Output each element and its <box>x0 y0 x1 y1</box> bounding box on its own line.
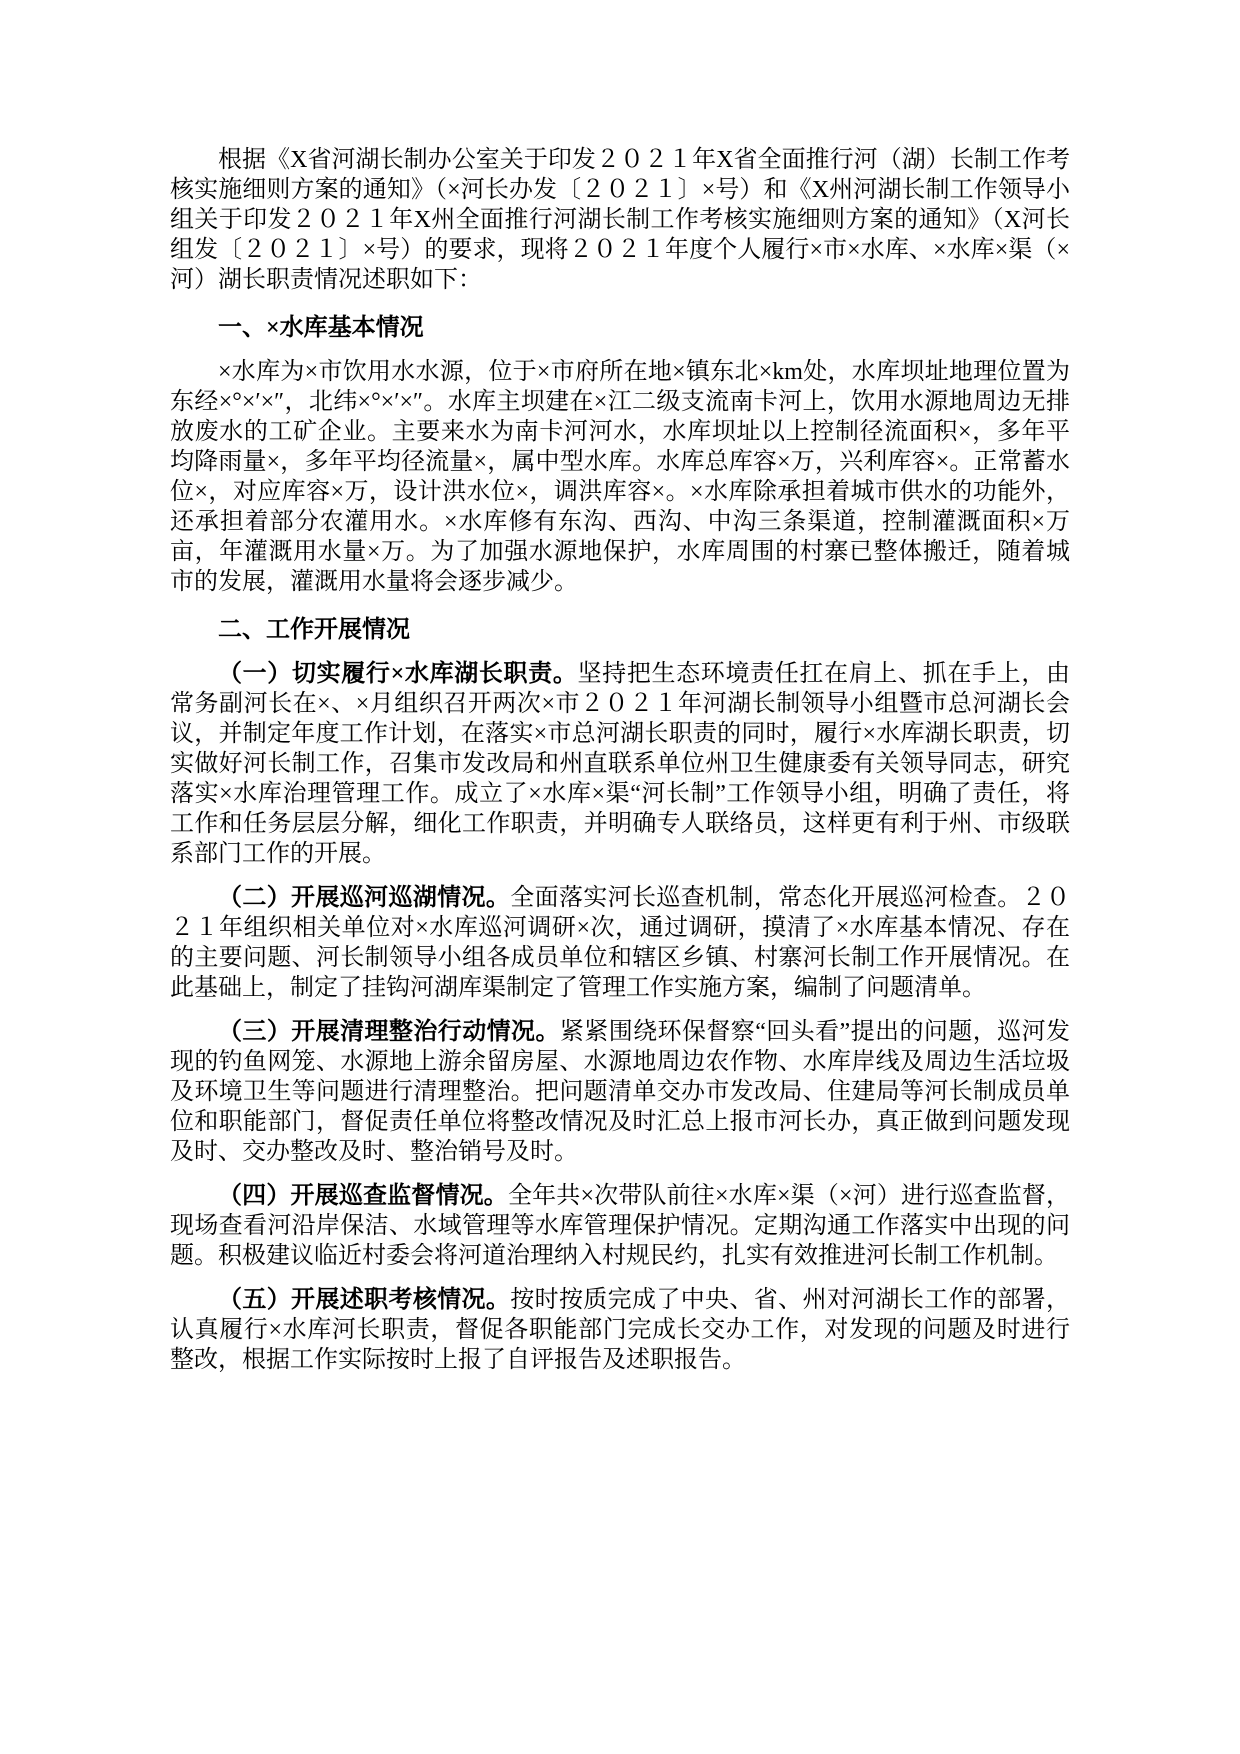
section-2-item-2 <box>170 883 1070 1003</box>
section-1-body: ×水库为×市饮用水水源，位于×市府所在地×镇东北×km处，水库坝址地理位置为东经×°×′×″，北纬×°×′×″。水库主坝建在×江二级支流南卡河上，饮用水源地周边无排放废水的工矿企业。主要来水为南卡河河水，水库坝址以上控制径流面积×，多年平均降雨量×，多年平均径流量×，属中型水库。水库总库容×万，兴利库容×。正常蓄水位×，对应库容×万，设计洪水位×，调洪库容×。×水库除承担着城市供水的功能外，还承担着部分农灌用水。×水库修有东沟、西沟、中沟三条渠道，控制灌溉面积×万亩，年灌溉用水量×万。为了加强水源地保护，水库周围的村寨已整体搬迁，随着城市的发展，灌溉用水量将会逐步减少。 <box>170 359 1070 595</box>
section-2-item-3 <box>170 1017 1070 1167</box>
section-2-item-1 <box>170 659 1070 869</box>
section-2-item-2-lead: （二）开展巡河巡湖情况。 <box>218 885 511 911</box>
section-2-item-4 <box>170 1181 1070 1271</box>
section-1-heading: 一、×水库基本情况 <box>218 315 424 341</box>
section-2-item-4-text: 全年共×次带队前往×水库×渠（×河）进行巡查监督，现场查看河沿岸保洁、水域管理等水库管理保护情况。定期沟通工作落实中出现的问题。积极建议临近村委会将河道治理纳入村规民约，扎实有效推进河长制工作机制。 <box>170 1183 1070 1269</box>
intro-paragraph: 根据《X省河湖长制办公室关于印发２０２１年X省全面推行河（湖）长制工作考核实施细则方案的通知》（×河长办发〔２０２１〕×号）和《X州河湖长制工作领导小组关于印发２０２１年X州全面推行河湖长制工作考核实施细则方案的通知》（X河长组发〔２０２１〕×号）的要求，现将２０２１年度个人履行×市×水库、×水库×渠（×河）湖长职责情况述职如下： <box>170 147 1070 293</box>
section-2-item-3-text: 紧紧围绕环保督察“回头看”提出的问题，巡河发现的钓鱼网笼、水源地上游余留房屋、水源地周边农作物、水库岸线及周边生活垃圾及环境卫生等问题进行清理整治。把问题清单交办市发改局、住建局等河长制成员单位和职能部门，督促责任单位将整改情况及时汇总上报市河长办，真正做到问题发现及时、交办整改及时、整治销号及时。 <box>170 1019 1070 1165</box>
section-2-item-4-lead: （四）开展巡查监督情况。 <box>218 1183 508 1209</box>
section-2-item-1-text: 坚持把生态环境责任扛在肩上、抓在手上，由常务副河长在×、×月组织召开两次×市２０２１年河湖长制领导小组暨市总河湖长会议，并制定年度工作计划，在落实×市总河湖长职责的同时，履行×水库湖长职责，切实做好河长制工作，召集市发改局和州直联系单位州卫生健康委有关领导同志，研究落实×水库治理管理工作。成立了×水库×渠“河长制”工作领导小组，明确了责任，将工作和任务层层分解，细化工作职责，并明确专人联络员，这样更有利于州、市级联系部门工作的开展。 <box>170 661 1070 867</box>
section-2-item-5-lead: （五）开展述职考核情况。 <box>218 1287 511 1313</box>
section-2-item-2-text: 全面落实河长巡查机制，常态化开展巡河检查。２０２１年组织相关单位对×水库巡河调研×次，通过调研，摸清了×水库基本情况、存在的主要问题、河长制领导小组各成员单位和辖区乡镇、村寨河长制工作开展情况。在此基础上，制定了挂钩河湖库渠制定了管理工作实施方案，编制了问题清单。 <box>170 885 1070 1001</box>
section-2-heading: 二、工作开展情况 <box>218 617 410 643</box>
section-2-item-1-lead: （一）切实履行×水库湖长职责。 <box>218 661 578 687</box>
section-2-item-5-text: 按时按质完成了中央、省、州对河湖长工作的部署，认真履行×水库河长职责，督促各职能部门完成长交办工作，对发现的问题及时进行整改，根据工作实际按时上报了自评报告及述职报告。 <box>170 1287 1070 1373</box>
section-2-item-5 <box>170 1285 1070 1375</box>
section-2-item-3-lead: （三）开展清理整治行动情况。 <box>218 1019 560 1045</box>
